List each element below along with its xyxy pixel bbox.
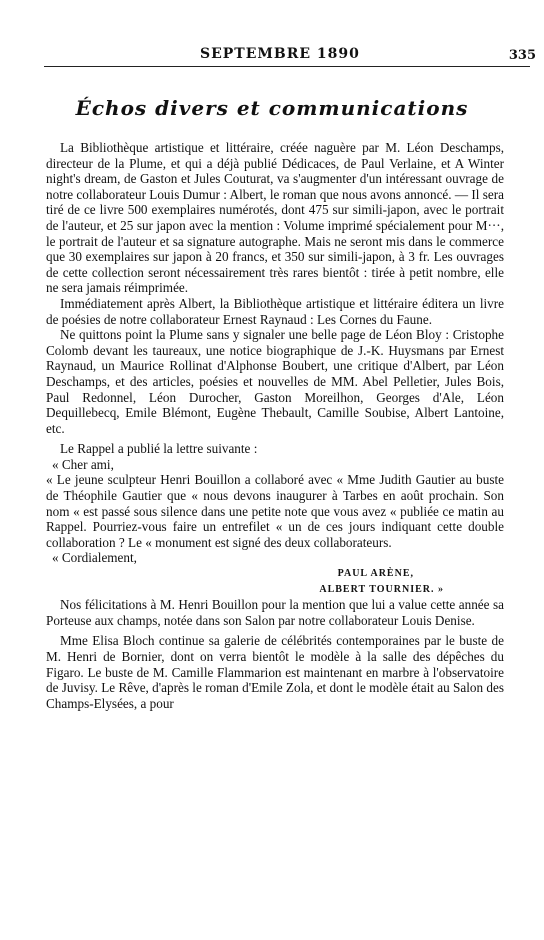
running-header <box>60 46 536 66</box>
paragraph: Nos félicitations à M. Henri Bouillon pour la mention que lui a value cette année sa Porteuse aux champs, notée dans son Salon par notre collaborateur Louis Denise. <box>46 597 504 628</box>
paragraph: Mme Elisa Bloch continue sa galerie de célébrités contemporaines par le buste de M. Henri de Bornier, dont on verra bientôt le modèle à la salle des dépêches du Figaro. Le buste de M. Camille Flammarion est maintenant en marbre à l'observatoire de Juvisy. Le Rêve, d'après le roman d'Emile Zola, et dont le modèle était au Salon des Champs-Elysées, a pour <box>46 633 504 711</box>
letter-closing: « Cordialement, <box>52 550 137 566</box>
page-number: 335 <box>508 48 536 63</box>
paragraph: La Bibliothèque artistique et littéraire, créée naguère par M. Léon Deschamps, directeur de la Plume, et qui a déjà publié Dédicaces, de Paul Verlaine, et A Winter night's dream, de Gaston et Jules Couturat, va s'augmenter d'un intéressant ouvrage de notre collaborateur Louis Dumur : Albert, le roman que nous avons annoncé. — Il sera tiré de ce livre 500 exemplaires numérotés, dont 475 sur simili-japon, avec le portrait de l'auteur, et 25 sur japon avec la mention : Volume imprimé spécialement pour M···, le portrait de l'auteur et sa signature autographe. Mais ne seront mis dans le commerce que 30 exemplaires sur japon à 20 francs, et 350 sur simili-japon, à 3 fr. Les ouvrages de cette collection seront nécessairement très rares bientôt : tirée à petit nombre, elle ne sera jamais réimprimée. <box>46 140 504 296</box>
header-rule <box>44 66 530 67</box>
letter-body: « Le jeune sculpteur Henri Bouillon a collaboré avec « Mme Judith Gautier au buste de Théophile Gautier que « nous devons inaugurer à Tarbes en août prochain. Son nom « est passé sous silence dans une petite note que vous avez « publiée ce matin au Rappel. Pourriez-vous faire un entrefilet « un de ces jours indiquant cette double collaboration ? Le « monument est signé des deux collaborateurs. <box>46 472 504 550</box>
article-title: Échos divers et communications <box>75 96 469 120</box>
article-body <box>46 140 504 711</box>
letter-signature: ALBERT TOURNIER. » <box>319 583 444 595</box>
paragraph: Immédiatement après Albert, la Bibliothèque artistique et littéraire éditera un livre de poésies de notre collaborateur Ernest Raynaud : Les Cornes du Faune. <box>46 295 504 327</box>
paragraph: Le Rappel a publié la lettre suivante : <box>60 441 258 457</box>
letter-greeting: « Cher ami, <box>52 456 114 472</box>
header-title: SEPTEMBRE 1890 <box>200 46 360 62</box>
letter-signature: PAUL ARÈNE, <box>337 568 414 580</box>
paragraph: Ne quittons point la Plume sans y signaler une belle page de Léon Bloy : Cristophe Colomb devant les taureaux, une notice biographique de J.-K. Huysmans par Ernest Raynaud, un Maurice Rollinat d'Alphonse Boubert, une critique d'Albert, par Léon Deschamps, et des articles, poésies et nouvelles de MM. Abel Pelletier, Jules Bois, Paul Redonnel, Léon Durocher, Gaston Moreilhon, Georges d'Ale, Léon Dequillebecq, Emile Blémont, Eugène Thebault, Camille Soubise, Albert Lantoine, etc. <box>46 327 504 436</box>
